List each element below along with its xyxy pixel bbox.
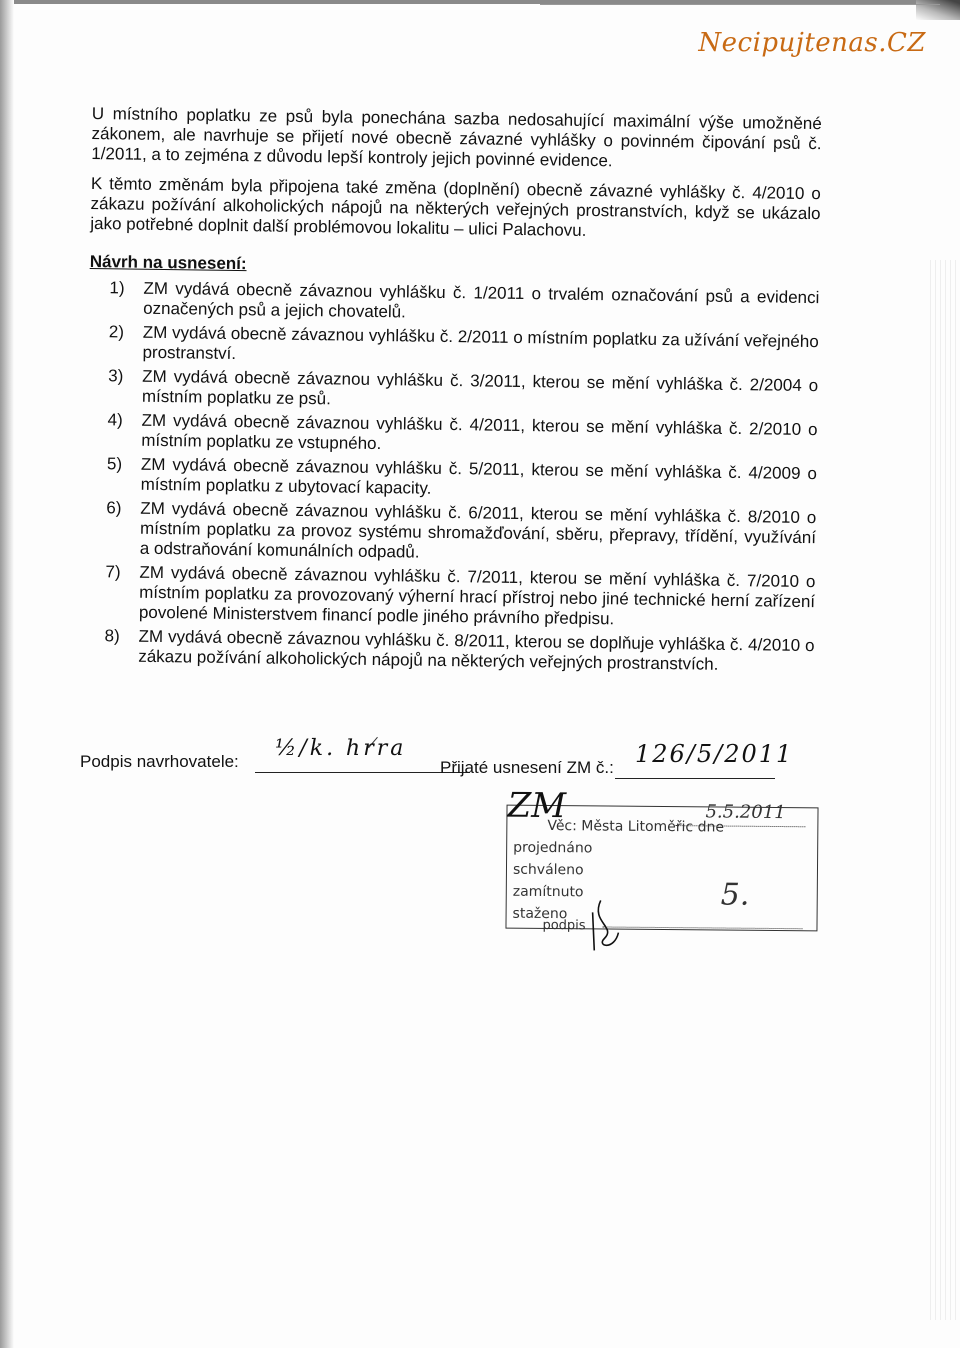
item-number: 2): [108, 322, 125, 342]
paragraph-changes: K těmto změnám byla připojena také změna (doplnění) obecně závazné vyhlášky č. 4/2010 o zákazu požívání alkoholických nápojů na některých veřejných prostranstvích, když se ukázalo jako potřebné doplnit další problémovou lokalitu – ulici Palachovu.: [90, 173, 821, 240]
stamp-option: zamítnuto: [512, 883, 584, 901]
item-text: ZM vydává obecně závaznou vyhlášku č. 8/2011, kterou se doplňuje vyhláška č. 4/2010 o zákazu požívání alkoholických nápojů na některých veřejných prostranstvích.: [138, 626, 815, 674]
list-item: [104, 626, 815, 676]
item-text: ZM vydává obecně závaznou vyhlášku č. 5/2011, kterou se mění vyhláška č. 4/2009 o místním poplatku z ubytovací kapacity.: [140, 454, 818, 498]
signature-line: [255, 772, 470, 773]
item-number: 3): [108, 366, 124, 386]
item-number: 6): [106, 498, 122, 518]
item-number: 8): [104, 626, 120, 646]
stamp-podpis-label: podpis: [542, 917, 586, 934]
list-item: [108, 322, 819, 372]
list-item: [107, 410, 818, 460]
item-text: ZM vydává obecně závaznou vyhlášku č. 4/2011, kterou se mění vyhláška č. 2/2010 o místním poplatku ze vstupného.: [141, 410, 818, 454]
stamp-podpis-line: [602, 926, 802, 929]
item-text: ZM vydává obecně závaznou vyhlášku č. 2/2011 o místním poplatku za užívání veřejného prostranství.: [142, 322, 819, 364]
item-number: 1): [109, 278, 125, 298]
document-body: [84, 104, 822, 680]
item-text: ZM vydává obecně závaznou vyhlášku č. 1/2011 o trvalém označování psů a evidenci označených psů a jejich chovatelů.: [143, 278, 820, 322]
resolution-heading: Návrh na usnesení:: [89, 251, 247, 274]
resolution-list: [84, 278, 819, 676]
handwritten-signature: ½/k. ℎrra: [275, 736, 407, 761]
list-item: [109, 278, 820, 328]
stamp-handwritten-number: 5.: [720, 877, 750, 913]
item-text: ZM vydává obecně závaznou vyhlášku č. 3/2011, kterou se mění vyhláška č. 2/2004 o místním poplatku ze psů.: [141, 366, 819, 409]
signature-label: Podpis navrhovatele:: [80, 752, 239, 771]
watermark-logo: Necipujtenas.CZ: [698, 28, 926, 58]
list-item: [106, 454, 818, 504]
list-item: [105, 562, 816, 632]
stamp-handwritten-mark: ZM: [507, 785, 567, 827]
item-number: 4): [107, 410, 123, 430]
stamp-header: Věc: Města Litoměřic dne: [547, 817, 725, 836]
item-number: 7): [105, 562, 121, 582]
item-number: 5): [106, 454, 123, 474]
item-text: ZM vydává obecně závaznou vyhlášku č. 7/2011, kterou se mění vyhláška č. 7/2010 o místním poplatku za provozovaný výherní hrací přístroj nebo jiné technické herní zařízení povolené Ministerstvem financí podle jiného právního předpisu.: [138, 562, 816, 629]
stamp-option: projednáno: [513, 839, 593, 857]
scan-corner-shadow: [916, 0, 960, 20]
list-item: [106, 498, 817, 568]
paragraph-intro: U místního poplatku ze psů byla ponechána sazba nedosahující maximální výše umožněné zákonem, ale navrhuje se přijetí nové obecně závazné vyhlášky o povinném čipování psů č. 1/2011, a to zejména z důvodu lepší kontroly jejich povinné evidence.: [91, 104, 822, 171]
stamp-option: staženo: [512, 905, 568, 923]
list-item: [108, 366, 819, 416]
scan-edge-right: [930, 260, 960, 1320]
item-text: ZM vydává obecně závaznou vyhlášku č. 6/2011, kterou se mění vyhláška č. 8/2010 o místním poplatku za provoz systému shromažďování, sběru, přepravy, třídění, využívání a odstraňování komunálních odpadů.: [139, 498, 817, 562]
resolution-number-line: [615, 778, 775, 779]
resolution-number-label: Přijaté usnesení ZM č.:: [440, 758, 614, 777]
approval-stamp: [505, 785, 818, 934]
scan-edge-left: [0, 0, 14, 1348]
stamp-signature-scribble: [586, 892, 623, 952]
stamp-date: 5.5.2011: [705, 801, 786, 824]
stamp-option: schváleno: [512, 861, 584, 879]
top-rule: [540, 4, 940, 5]
handwritten-resolution-number: 126/5/2011: [635, 740, 794, 768]
